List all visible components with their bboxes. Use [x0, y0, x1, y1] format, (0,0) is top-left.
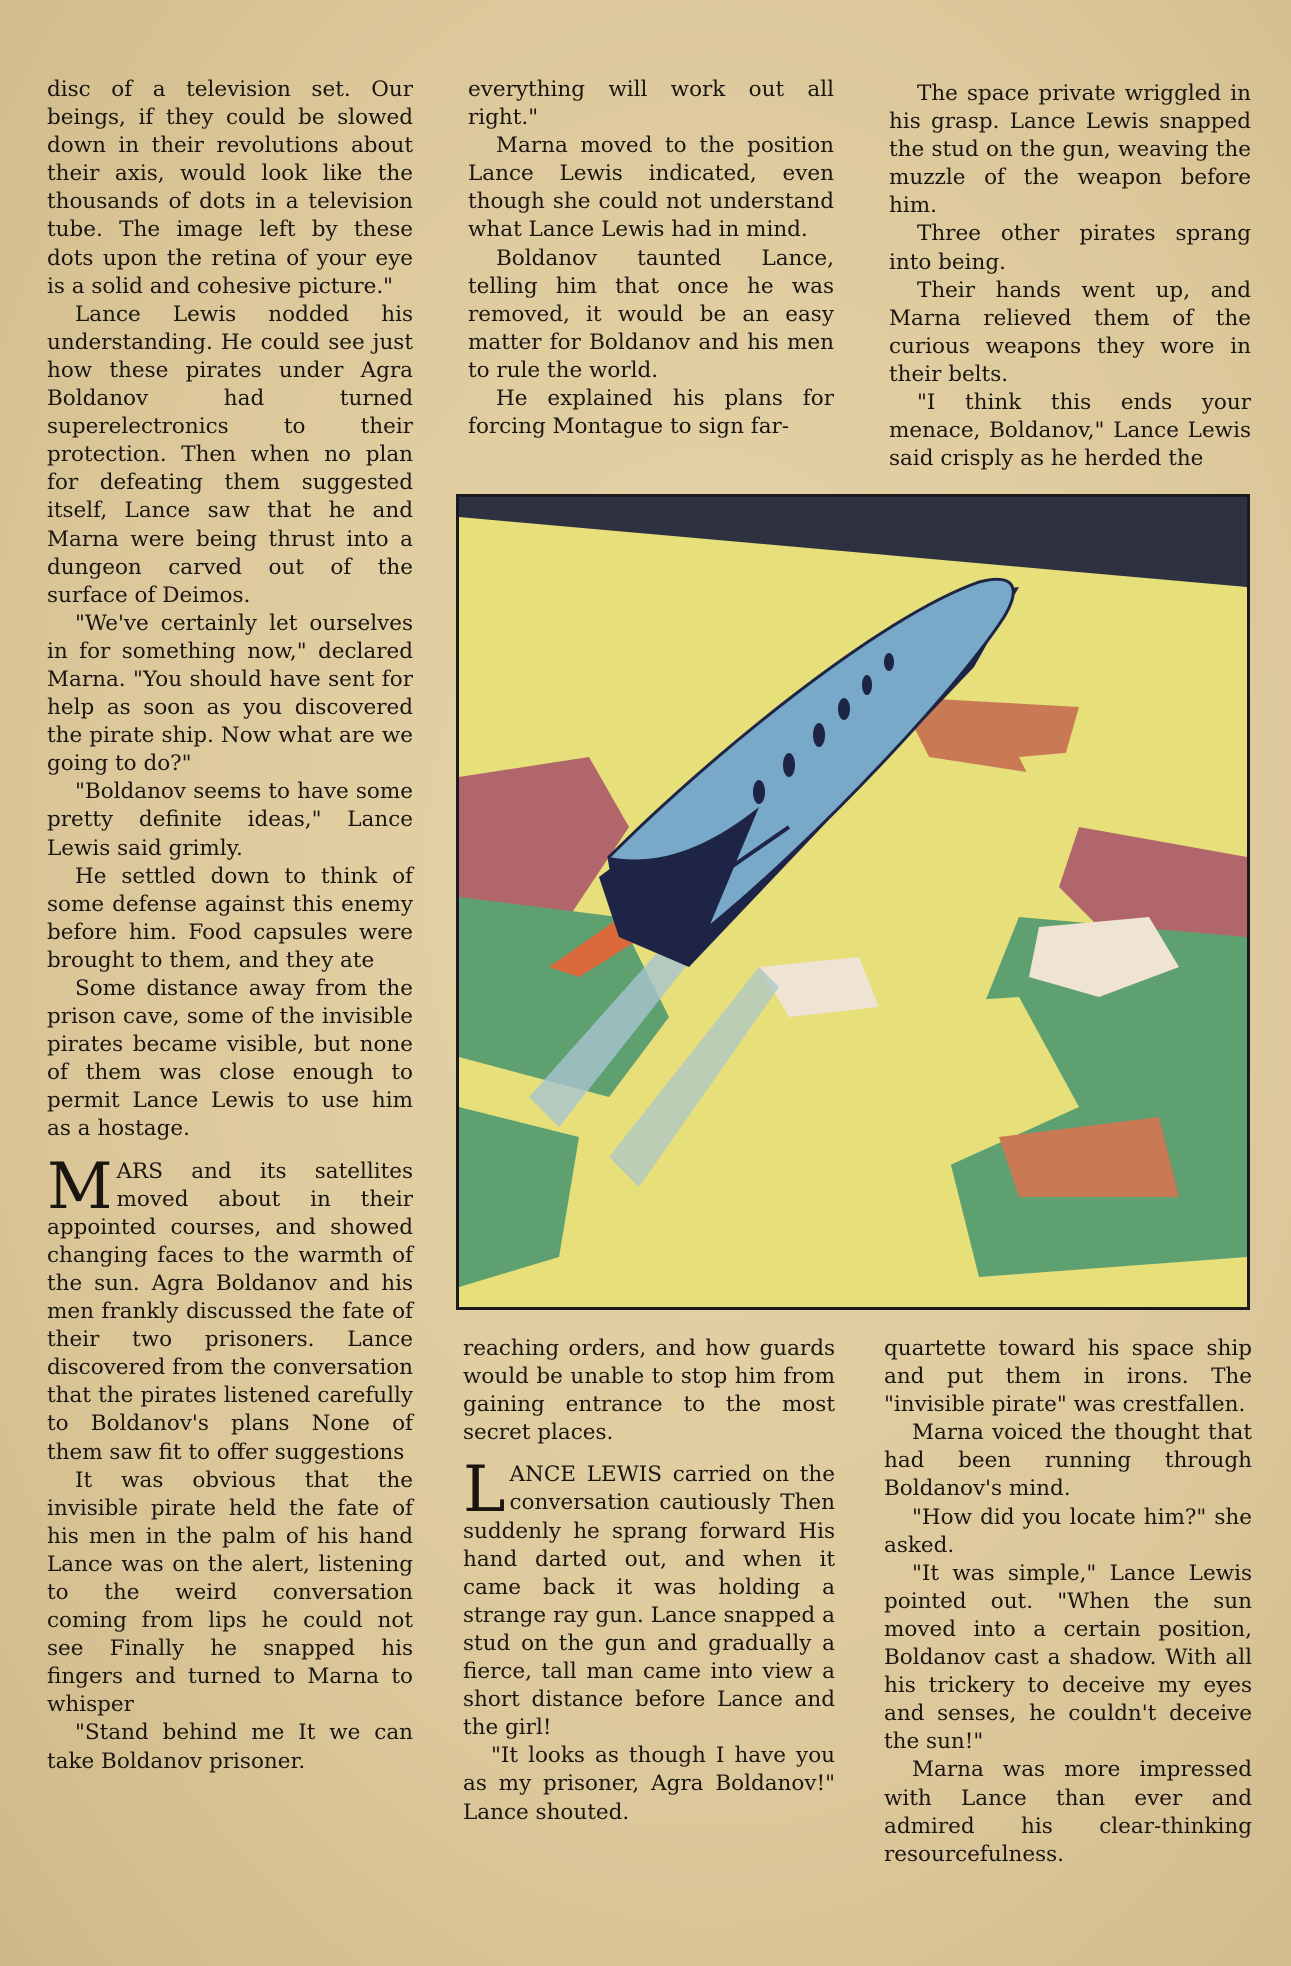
- paragraph: Lance Lewis nodded his understanding. He could see just how these pirates under Agra Boldanov had turned superelectronics to their protection. Then when no plan for defeating them suggested itself, Lance saw that he and Marna were being thrust into a dungeon carved out of the surface of Deimos.: [47, 301, 413, 608]
- text-column-right-top: [889, 80, 1251, 473]
- paragraph: Some distance away from the prison cave, some of the invisible pirates became visible, but none of them was close enough to permit Lance Lewis to use him as a hostage.: [47, 976, 413, 1142]
- paragraph: "It was simple," Lance Lewis pointed out. "When the sun moved into a certain position, Boldanov cast a shadow. With all his trickery to deceive my eyes and senses, he couldn't deceive the sun!": [884, 1560, 1252, 1755]
- text-column-middle-bottom: [463, 1335, 835, 1827]
- paragraph: It was obvious that the invisible pirate held the fate of his men in the palm of his hand Lance was on the alert, listening to the weird conversation coming from lips he could not see Finally he snapped his fingers and turned to Marna to whisper: [47, 1467, 413, 1718]
- paragraph: everything will work out all right.": [468, 77, 834, 131]
- paragraph: Their hands went up, and Marna relieved them of the curious weapons they wore in their belts.: [889, 277, 1251, 387]
- paragraph-drop-cap: MARS and its satellites moved about in their appointed courses, and showed changing faces to the warmth of the sun. Agra Boldanov and his men frankly discussed the fate of their two prisoners. Lance discovered from the conversation that the pirates listened carefully to Boldanov's plans None of them saw fit to offer suggestions: [47, 1149, 413, 1465]
- text-column-right-bottom: [884, 1335, 1252, 1869]
- paragraph: "How did you locate him?" she asked.: [884, 1504, 1252, 1558]
- porthole: [884, 653, 894, 671]
- paragraph: "It looks as though I have you as my prisoner, Agra Boldanov!" Lance shouted.: [463, 1743, 835, 1825]
- paragraph: disc of a television set. Our beings, if they could be slowed down in their revolutions about their axis, would look like the thousands of dots in a television tube. The image left by these dots upon the retina of your eye is a solid and cohesive picture.": [47, 77, 413, 299]
- paragraph: The space private wriggled in his grasp. Lance Lewis snapped the stud on the gun, weaving the muzzle of the weapon before him.: [889, 81, 1251, 219]
- porthole: [783, 753, 795, 777]
- paragraph: "Boldanov seems to have some pretty definite ideas," Lance Lewis said grimly.: [47, 779, 413, 861]
- porthole: [862, 675, 872, 695]
- porthole: [838, 698, 850, 720]
- paragraph: He settled down to think of some defense against this enemy before him. Food capsules were brought to them, and they ate: [47, 863, 413, 973]
- paragraph-drop-cap: LANCE LEWIS carried on the conversation cautiously Then suddenly he sprang forward His hand darted out, and when it came back it was holding a strange ray gun. Lance snapped a stud on the gun and gradually a fierce, tall man came into view a short distance before Lance and the girl!: [463, 1453, 835, 1741]
- paragraph: Marna voiced the thought that had been running through Boldanov's mind.: [884, 1420, 1252, 1502]
- paragraph: Boldanov taunted Lance, telling him that once he was removed, it would be an easy matter for Boldanov and his men to rule the world.: [468, 245, 834, 383]
- rocket-ship-drawing: [459, 497, 1247, 1307]
- paragraph: "Stand behind me It we can take Boldanov prisoner.: [47, 1720, 413, 1774]
- text-column-middle-top: [468, 76, 834, 441]
- paragraph: Three other pirates sprang into being.: [889, 221, 1251, 275]
- porthole: [753, 780, 765, 804]
- paragraph: Marna was more impressed with Lance than ever and admired his clear-thinking resourcefulness.: [884, 1757, 1252, 1867]
- paragraph: Marna moved to the position Lance Lewis indicated, even though she could not understand what Lance Lewis had in mind.: [468, 133, 834, 243]
- paragraph: He explained his plans for forcing Montague to sign far-: [468, 386, 834, 440]
- rocket-illustration: [456, 494, 1250, 1310]
- paragraph: "We've certainly let ourselves in for something now," declared Marna. "You should have sent for help as soon as you discovered the pirate ship. Now what are we going to do?": [47, 610, 413, 777]
- porthole: [813, 723, 825, 747]
- paragraph: "I think this ends your menace, Boldanov," Lance Lewis said crisply as he herded the: [889, 390, 1251, 472]
- paragraph: quartette toward his space ship and put them in irons. The "invisible pirate" was crestfallen.: [884, 1336, 1252, 1418]
- paragraph: reaching orders, and how guards would be unable to stop him from gaining entrance to the most secret places.: [463, 1336, 835, 1446]
- text-column-left: [47, 76, 413, 1776]
